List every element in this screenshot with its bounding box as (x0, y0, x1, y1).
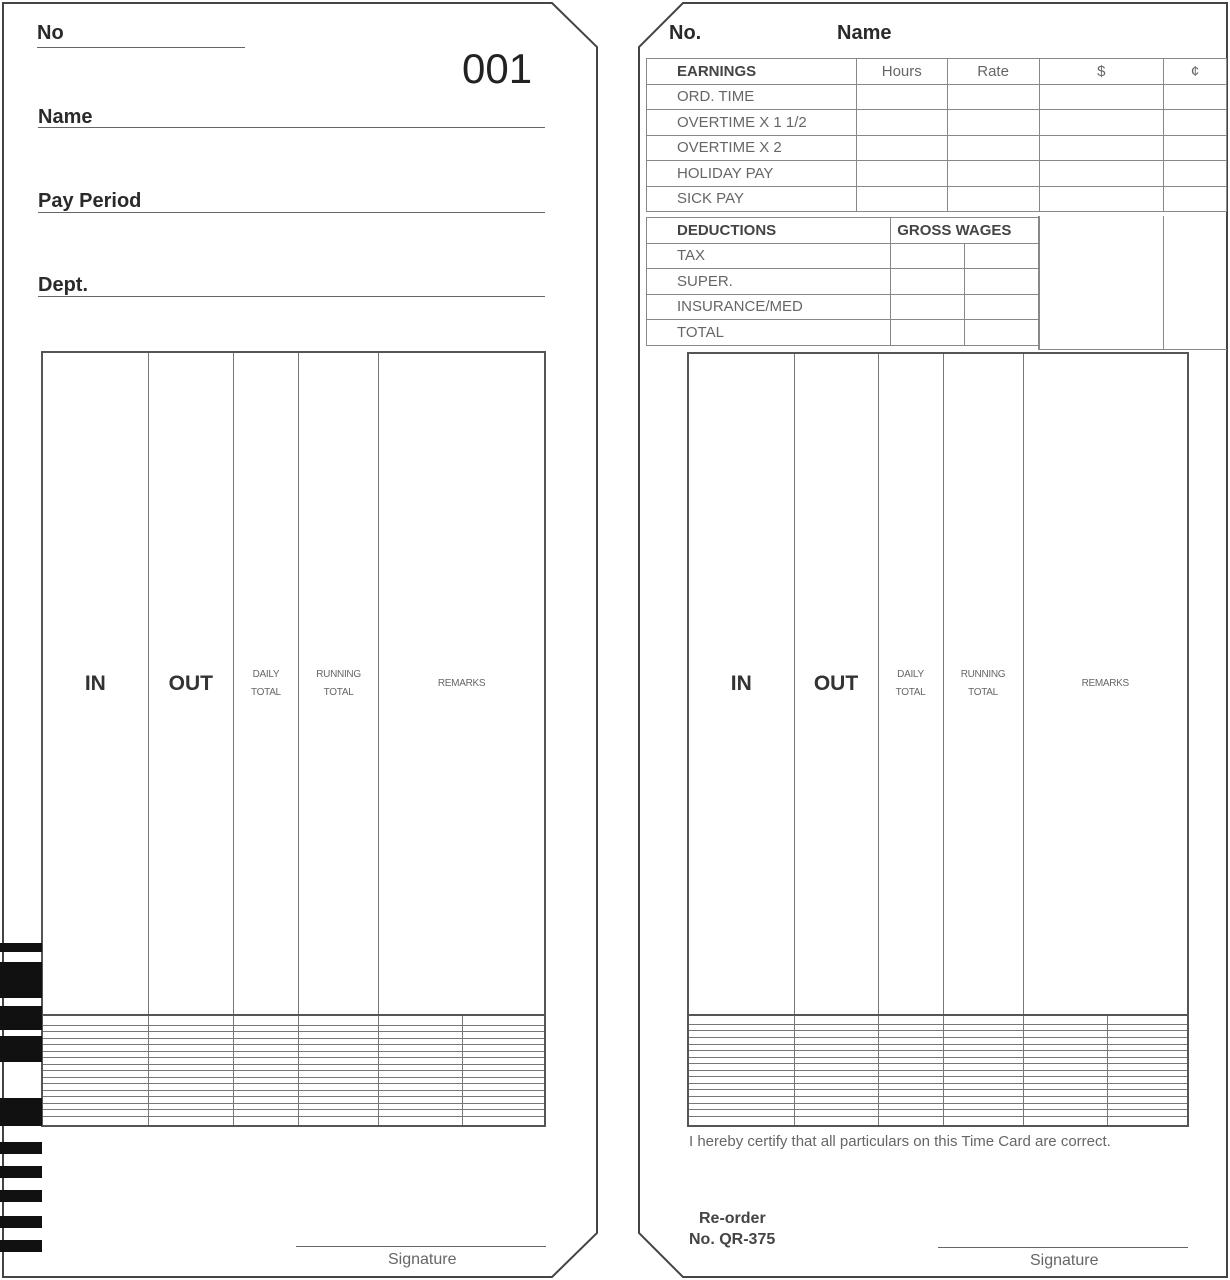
time-entry-cell[interactable] (1023, 1116, 1107, 1126)
card-number: 001 (462, 45, 533, 92)
earnings-hours-cell[interactable] (856, 135, 947, 161)
time-entry-row (42, 1116, 545, 1126)
deduction-amount-cell[interactable] (891, 269, 965, 295)
back-signature-line[interactable] (938, 1247, 1188, 1248)
time-entry-cell[interactable] (794, 1116, 878, 1126)
dollar-header: $ (1039, 59, 1164, 85)
deduction-row (647, 269, 1039, 295)
earnings-rate-cell[interactable] (947, 84, 1039, 110)
time-entry-row (42, 1015, 545, 1025)
time-entry-cell[interactable] (148, 1116, 233, 1126)
name-label: Name (38, 106, 93, 128)
deduction-row (647, 294, 1039, 320)
time-entry-cell[interactable] (42, 1116, 148, 1126)
time-entry-cell[interactable] (233, 1116, 298, 1126)
daily-total-header: DAILY TOTAL (233, 352, 298, 1015)
dept-label: Dept. (38, 274, 88, 296)
time-entry-cell[interactable] (878, 1116, 943, 1126)
time-entry-cell[interactable] (233, 1015, 298, 1025)
gross-wages-header: GROSS WAGES (891, 218, 1039, 244)
time-entry-cell[interactable] (878, 1015, 943, 1025)
earnings-row (647, 110, 1227, 136)
name-field-line[interactable] (38, 127, 545, 128)
time-entry-cell[interactable] (688, 1015, 794, 1025)
earnings-title: EARNINGS (647, 59, 857, 85)
deduction-amount-cell[interactable] (891, 243, 965, 269)
deduction-amount-cell[interactable] (965, 243, 1039, 269)
deduction-amount-cell[interactable] (891, 320, 965, 346)
earnings-dollars-cell[interactable] (1039, 110, 1164, 136)
running-total-header: RUNNING TOTAL (298, 352, 378, 1015)
earnings-row-label: OVERTIME X 2 (647, 135, 857, 161)
deduction-row (647, 320, 1039, 346)
earnings-row (647, 161, 1227, 187)
earnings-cents-cell[interactable] (1164, 161, 1227, 187)
earnings-cents-cell[interactable] (1164, 110, 1227, 136)
deduction-amount-cell[interactable] (891, 294, 965, 320)
front-table-header (42, 352, 545, 1015)
dept-field-line[interactable] (38, 296, 545, 297)
pay-period-field-line[interactable] (38, 212, 545, 213)
deduction-row (647, 243, 1039, 269)
time-entry-cell[interactable] (42, 1015, 148, 1025)
earnings-rate-cell[interactable] (947, 110, 1039, 136)
dollar-column-divider (1038, 216, 1040, 349)
earnings-rate-cell[interactable] (947, 135, 1039, 161)
back-remarks-header: REMARKS (1023, 353, 1188, 1015)
back-in-header: IN (688, 353, 794, 1015)
time-entry-row (688, 1116, 1188, 1126)
earnings-dollars-cell[interactable] (1039, 84, 1164, 110)
cent-header: ¢ (1164, 59, 1227, 85)
earnings-row (647, 135, 1227, 161)
time-entry-cell[interactable] (463, 1116, 545, 1126)
remarks-header: REMARKS (379, 352, 545, 1015)
back-name-label: Name (837, 22, 892, 44)
hours-header: Hours (856, 59, 947, 85)
time-entry-cell[interactable] (943, 1116, 1023, 1126)
earnings-hours-cell[interactable] (856, 186, 947, 212)
certify-text: I hereby certify that all particulars on this Time Card are correct. (689, 1133, 1111, 1150)
time-entry-cell[interactable] (148, 1015, 233, 1025)
front-time-table (41, 351, 546, 1127)
earnings-rate-cell[interactable] (947, 186, 1039, 212)
deduction-amount-cell[interactable] (965, 320, 1039, 346)
totals-bottom-line (1038, 349, 1227, 350)
earnings-hours-cell[interactable] (856, 110, 947, 136)
time-entry-cell[interactable] (379, 1116, 463, 1126)
back-table-header (688, 353, 1188, 1015)
time-entry-cell[interactable] (794, 1015, 878, 1025)
back-time-table (687, 352, 1189, 1127)
earnings-dollars-cell[interactable] (1039, 161, 1164, 187)
earnings-row-label: SICK PAY (647, 186, 857, 212)
deductions-header-row (647, 218, 1039, 244)
reorder-line-1: Re-order (699, 1210, 766, 1227)
back-running-total-header: RUNNING TOTAL (943, 353, 1023, 1015)
deduction-row-label: TAX (647, 243, 891, 269)
earnings-row-label: OVERTIME X 1 1/2 (647, 110, 857, 136)
deductions-table (646, 217, 1039, 346)
deductions-title: DEDUCTIONS (647, 218, 891, 244)
earnings-header-row (647, 59, 1227, 85)
time-entry-cell[interactable] (688, 1116, 794, 1126)
front-signature-label: Signature (388, 1251, 457, 1268)
earnings-cents-cell[interactable] (1164, 84, 1227, 110)
reorder-number: No. QR-375 (689, 1231, 776, 1248)
deduction-amount-cell[interactable] (965, 269, 1039, 295)
cent-column-divider (1163, 216, 1164, 349)
in-header: IN (42, 352, 148, 1015)
back-signature-label: Signature (1030, 1252, 1099, 1269)
back-no-label: No. (669, 22, 702, 44)
earnings-rate-cell[interactable] (947, 161, 1039, 187)
earnings-cents-cell[interactable] (1164, 186, 1227, 212)
time-entry-cell[interactable] (1107, 1116, 1188, 1126)
time-entry-cell[interactable] (463, 1015, 545, 1025)
earnings-row (647, 84, 1227, 110)
earnings-row (647, 186, 1227, 212)
deduction-row-label: SUPER. (647, 269, 891, 295)
no-label: No (37, 22, 64, 44)
earnings-hours-cell[interactable] (856, 161, 947, 187)
earnings-hours-cell[interactable] (856, 84, 947, 110)
time-entry-cell[interactable] (298, 1116, 378, 1126)
rate-header: Rate (947, 59, 1039, 85)
time-entry-cell[interactable] (943, 1015, 1023, 1025)
back-out-header: OUT (794, 353, 878, 1015)
earnings-dollars-cell[interactable] (1039, 186, 1164, 212)
time-entry-cell[interactable] (379, 1015, 463, 1025)
deduction-row-label: INSURANCE/MED (647, 294, 891, 320)
earnings-table (646, 58, 1227, 212)
front-signature-line[interactable] (296, 1246, 546, 1247)
earnings-row-label: HOLIDAY PAY (647, 161, 857, 187)
deduction-row-label: TOTAL (647, 320, 891, 346)
no-field-line[interactable] (37, 47, 245, 48)
time-entry-cell[interactable] (1023, 1015, 1107, 1025)
pay-period-label: Pay Period (38, 190, 142, 212)
earnings-cents-cell[interactable] (1164, 135, 1227, 161)
earnings-dollars-cell[interactable] (1039, 135, 1164, 161)
time-entry-cell[interactable] (1107, 1015, 1188, 1025)
time-entry-row (688, 1015, 1188, 1025)
earnings-row-label: ORD. TIME (647, 84, 857, 110)
out-header: OUT (148, 352, 233, 1015)
back-daily-total-header: DAILY TOTAL (878, 353, 943, 1015)
time-entry-cell[interactable] (298, 1015, 378, 1025)
deduction-amount-cell[interactable] (965, 294, 1039, 320)
